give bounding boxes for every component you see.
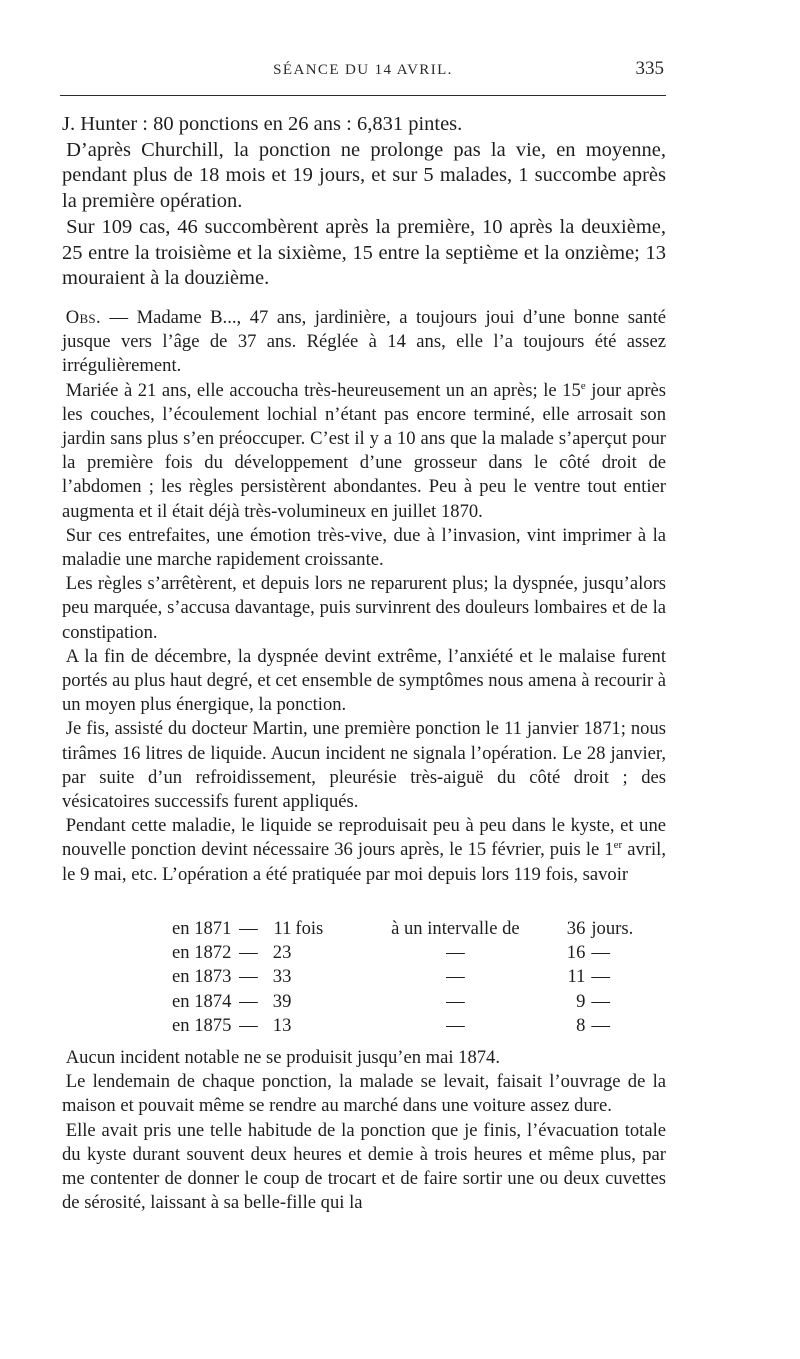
table-cell-year: en 1874 — [172, 990, 232, 1012]
table-cell-tail: jours. — [591, 918, 634, 940]
table-cell-text — [295, 965, 355, 989]
table-cell-tail: — — [591, 942, 610, 964]
table-cell-dash: — — [239, 918, 258, 940]
table-cell-mid: à un intervalle de — [391, 918, 520, 940]
table-cell-year: en 1873 — [172, 966, 232, 988]
table-row — [172, 1014, 651, 1038]
table-cell-count: 11 — [273, 918, 292, 940]
table-cell-days: 8 — [576, 1014, 586, 1036]
table-cell-text — [295, 941, 355, 965]
table-cell-days: 9 — [576, 990, 586, 1012]
table-cell-dash: — — [239, 990, 258, 1012]
marriage-text-start: Mariée à 21 ans, elle accoucha très-heureusement un an après; le 15 — [65, 379, 581, 401]
table-cell-mid: — — [446, 966, 465, 988]
table-cell-tail: — — [591, 966, 610, 988]
table-cell-count: 39 — [272, 990, 292, 1012]
table-cell-mid: — — [446, 990, 465, 1012]
table-cell-year: en 1872 — [172, 942, 232, 964]
observation-label: Obs. — [65, 307, 101, 328]
table-cell-dash: — — [239, 1014, 258, 1036]
next-day-paragraph: Le lendemain de chaque ponction, la malade se levait, faisait l’ouvrage de la maison et pouvait même se rendre au marché dans une voiture assez dure. — [62, 1071, 666, 1117]
habit-paragraph: Elle avait pris une telle habitude de la ponction que je finis, l’évacuation totale du kyste durant souvent deux heures et demie à trois heures et même plus, par me contenter de donner le coup de trocart et de faire sortir une ou deux cuvettes de sérosité, laissant à sa belle-fille qui la — [62, 1119, 666, 1214]
no-incident-paragraph: Aucun incident notable ne se produisit jusqu’en mai 1874. — [65, 1047, 501, 1068]
table-cell-tail: — — [591, 990, 610, 1012]
observation-intro-paragraph — [62, 306, 666, 379]
marriage-text-end: jour après les couches, l’écoulement lochial n’étant pas encore terminé, elle arrosait son jardin sans plus s’en préoccuper. C’est il y a 10 ans que la malade s’aperçut pour la première fois du développement d’une grosseur dans le côté droit de l’abdomen ; les règles persistèrent abondantes. Peu à peu le ventre tout entier augmenta et il était déjà très-volumineux en juillet 1870. — [62, 379, 666, 522]
table-cell-year: en 1875 — [172, 1014, 232, 1036]
table-cell-text — [295, 1014, 355, 1038]
cases-paragraph: Sur 109 cas, 46 succombèrent après la première, 10 après la deuxième, 25 entre la troisième et la sixième, 15 entre la septième et la onzième; 13 mouraient à la douzième. — [62, 215, 666, 290]
table-cell-year: en 1871 — [172, 918, 232, 940]
first-puncture-paragraph: Je fis, assisté du docteur Martin, une première ponction le 11 janvier 1871; nous tirâmes 16 litres de liquide. Aucun incident ne signala l’opération. Le 28 janvier, par suite d’un refroidissement, pleurésie très-aiguë du côté droit ; des vésicatoires successifs furent appliqués. — [62, 718, 666, 813]
repeated-text-start: Pendant cette maladie, le liquide se reproduisait peu à peu dans le kyste, et une nouvelle ponction devint nécessaire 36 jours après, le 15 février, puis le 1 — [62, 815, 666, 861]
table-row — [172, 965, 651, 989]
table-row — [172, 990, 651, 1014]
ordinal-superscript: er — [613, 839, 623, 852]
table-cell-count: 23 — [272, 942, 292, 964]
observation-intro-text: — Madame B..., 47 ans, jardinière, a toujours joui d’une bonne santé jusque vers l’âge de 37 ans. Réglée à 14 ans, elle l’a toujours été assez irrégulièrement. — [62, 307, 666, 377]
table-cell-days: 11 — [567, 966, 586, 988]
page-number: 335 — [635, 58, 664, 79]
table-cell-dash: — — [239, 942, 258, 964]
puncture-count-table — [172, 917, 651, 1038]
churchill-paragraph: D’après Churchill, la ponction ne prolonge pas la vie, en moyenne, pendant plus de 18 mois et 19 jours, et sur 5 malades, 1 succombe après la première opération. — [62, 138, 666, 213]
december-paragraph: A la fin de décembre, la dyspnée devint extrême, l’anxiété et le malaise furent portés au plus haut degré, et cet ensemble de symptômes nous amena à recourir à un moyen plus énergique, la ponction. — [62, 645, 666, 716]
table-cell-text: fois — [295, 918, 324, 940]
table-cell-mid: — — [446, 942, 465, 964]
table-cell-days: 36 — [566, 918, 586, 940]
marriage-paragraph — [62, 379, 666, 524]
running-title: SÉANCE DU 14 AVRIL. — [273, 62, 453, 78]
table-cell-count: 13 — [272, 1014, 292, 1036]
table-cell-dash: — — [239, 966, 258, 988]
dyspnea-paragraph: Les règles s’arrêtèrent, et depuis lors ne reparurent plus; la dyspnée, jusqu’alors peu marquée, s’accusa davantage, puis survinrent des douleurs lombaires et de la constipation. — [62, 573, 666, 643]
table-row — [172, 917, 651, 941]
table-cell-text — [295, 990, 355, 1014]
header-rule — [60, 95, 666, 96]
table-row — [172, 941, 651, 965]
emotion-paragraph: Sur ces entrefaites, une émotion très-vive, due à l’invasion, vint imprimer à la maladie une marche rapidement croissante. — [62, 524, 666, 571]
observation-section — [62, 306, 666, 887]
hunter-paragraph: J. Hunter : 80 ponctions en 26 ans : 6,831 pintes. — [62, 113, 463, 135]
table-cell-days: 16 — [566, 942, 586, 964]
intro-section — [62, 112, 666, 292]
table-cell-mid: — — [446, 1014, 465, 1036]
ordinal-superscript: e — [580, 379, 586, 392]
table-cell-count: 33 — [272, 966, 292, 988]
repeated-text-end: avril, le 9 mai, etc. L’opération a été pratiquée par moi depuis lors 119 fois, savoir — [62, 839, 666, 885]
table-cell-tail: — — [591, 1014, 610, 1036]
page-header — [60, 58, 666, 88]
repeated-puncture-paragraph — [62, 814, 666, 887]
closing-section — [62, 1046, 666, 1215]
